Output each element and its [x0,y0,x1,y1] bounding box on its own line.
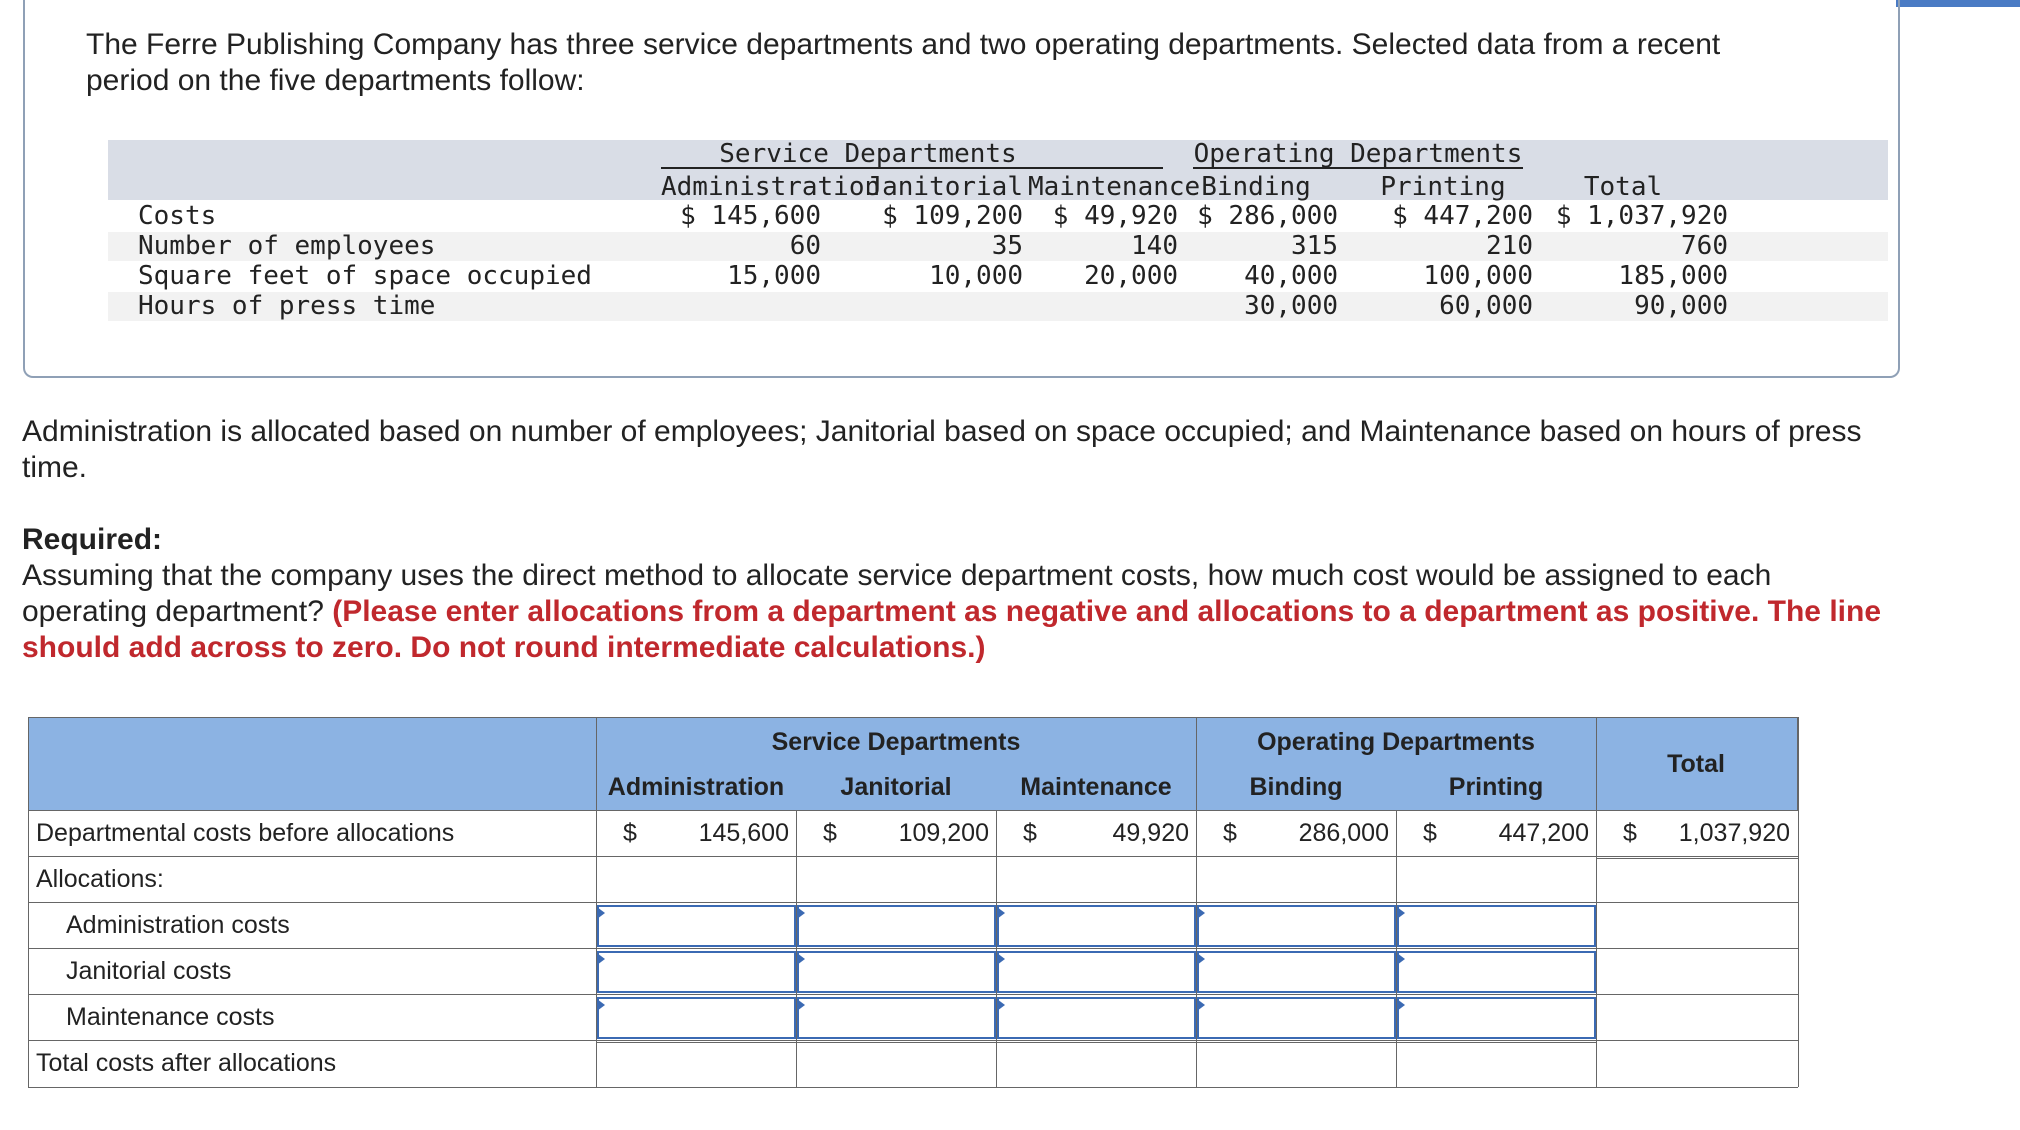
given-cell: 760 [1681,231,1728,261]
input-janitorial-to-printing[interactable] [1397,951,1596,993]
answer-col-binding: Binding [1249,773,1343,801]
given-col-printing: Printing [1380,172,1506,202]
required-section [22,522,1902,666]
cost-binding: 286,000 [1298,819,1389,847]
currency-symbol: $ [1623,819,1637,847]
given-cell: 90,000 [1634,291,1728,321]
cost-total: 1,037,920 [1678,819,1790,847]
input-marker-icon [1397,999,1405,1011]
input-admin-to-janitorial[interactable] [797,905,996,947]
given-cell: $ 109,200 [882,201,1023,231]
grid-hline [1596,858,1798,859]
input-marker-icon [997,907,1005,919]
given-cell: 10,000 [929,261,1023,291]
row-label-janitorial-costs: Janitorial costs [66,957,232,985]
input-maintenance-to-janitorial[interactable] [797,997,996,1039]
top-accent-bar [1896,0,2020,7]
row-label-before-allocations: Departmental costs before allocations [36,819,455,847]
grid-vline [28,811,29,1087]
given-row-label: Hours of press time [138,291,436,321]
input-maintenance-to-administration[interactable] [597,997,796,1039]
input-marker-icon [597,907,605,919]
given-group-service-rule [661,167,1163,169]
input-admin-to-binding[interactable] [1197,905,1396,947]
given-cell: 315 [1291,231,1338,261]
input-janitorial-to-administration[interactable] [597,951,796,993]
input-marker-icon [797,953,805,965]
input-marker-icon [797,999,805,1011]
given-cell: $ 49,920 [1052,201,1178,231]
input-maintenance-to-maintenance[interactable] [997,997,1196,1039]
required-instruction: (Please enter allocations from a department as negative and allocations to a department as positive. The line should add across to zero. Do not round intermediate calculations.) [22,595,1881,664]
cost-janitorial: 109,200 [898,819,989,847]
given-cell: 185,000 [1618,261,1728,291]
grid-hline [596,1042,1596,1043]
grid-vline [796,811,797,1087]
given-group-operating: Operating Departments [1193,139,1523,169]
given-cell: 15,000 [727,261,821,291]
row-label-total-after-allocations: Total costs after allocations [36,1049,337,1077]
answer-group-service: Service Departments [771,728,1021,756]
given-row-square-feet [108,262,1888,291]
currency-symbol: $ [1223,819,1237,847]
input-marker-icon [1197,999,1205,1011]
answer-col-janitorial: Janitorial [840,773,952,801]
allocation-basis-text: Administration is allocated based on number of employees; Janitorial based on space occupied; and Maintenance based on hours of press time. [22,415,1862,484]
given-cell: 60,000 [1439,291,1533,321]
given-row-employees [108,232,1888,261]
grid-vline [1396,811,1397,1087]
grid-hline [28,902,1798,903]
input-marker-icon [997,953,1005,965]
grid-hline [28,856,1798,857]
given-cell: $ 1,037,920 [1555,201,1728,231]
input-janitorial-to-janitorial[interactable] [797,951,996,993]
given-col-janitorial: Janitorial [866,172,1023,202]
cost-maintenance: 49,920 [1112,819,1189,847]
given-row-label: Square feet of space occupied [138,261,592,291]
currency-symbol: $ [623,819,637,847]
currency-symbol: $ [823,819,837,847]
given-cell: 60 [789,231,821,261]
given-cell: 100,000 [1423,261,1533,291]
input-marker-icon [597,953,605,965]
input-marker-icon [1197,953,1205,965]
given-col-maintenance: Maintenance [1028,172,1201,202]
input-admin-to-maintenance[interactable] [997,905,1196,947]
given-col-total: Total [1583,172,1663,202]
input-admin-to-administration[interactable] [597,905,796,947]
given-cell: 30,000 [1244,291,1338,321]
given-row-label: Costs [138,201,217,231]
grid-hline [28,1087,1798,1088]
input-marker-icon [1197,907,1205,919]
answer-col-printing: Printing [1448,773,1544,801]
grid-vline [996,811,997,1087]
given-cell: $ 145,600 [680,201,821,231]
required-title: Required: [22,523,163,556]
given-row-press-time [108,292,1888,321]
input-maintenance-to-binding[interactable] [1197,997,1396,1039]
given-group-operating-rule [1193,167,1523,169]
grid-vline [1798,717,1799,1087]
answer-col-maintenance: Maintenance [1020,773,1172,801]
input-marker-icon [1397,953,1405,965]
grid-hline [28,948,1798,949]
row-label-administration-costs: Administration costs [66,911,290,939]
given-cell: $ 447,200 [1392,201,1533,231]
currency-symbol: $ [1423,819,1437,847]
given-cell: 40,000 [1244,261,1338,291]
input-marker-icon [997,999,1005,1011]
given-row-costs [108,202,1888,231]
given-cell: $ 286,000 [1197,201,1338,231]
answer-col-total: Total [1667,750,1725,778]
given-cell: 140 [1131,231,1178,261]
input-janitorial-to-maintenance[interactable] [997,951,1196,993]
row-label-maintenance-costs: Maintenance costs [66,1003,275,1031]
given-cell: 35 [991,231,1023,261]
input-marker-icon [597,999,605,1011]
answer-col-administration: Administration [607,773,785,801]
given-group-service: Service Departments [719,139,1017,169]
input-maintenance-to-printing[interactable] [1397,997,1596,1039]
cost-administration: 145,600 [698,819,789,847]
given-row-label: Number of employees [138,231,436,261]
currency-symbol: $ [1023,819,1037,847]
given-col-binding: Binding [1201,172,1311,202]
given-col-administration: Administration [661,172,881,202]
grid-hline [28,994,1798,995]
given-cell: 20,000 [1084,261,1178,291]
input-marker-icon [1397,907,1405,919]
given-cell: 210 [1486,231,1533,261]
required-text: Assuming that the company uses the direct method to allocate service department costs, how much cost would be assigned to each operating department? [22,559,1772,628]
intro-text: The Ferre Publishing Company has three service departments and two operating departments. Selected data from a recent period on the five departments follow: [86,28,1721,97]
input-marker-icon [797,907,805,919]
required-body [22,558,1902,666]
answer-group-operating: Operating Departments [1257,728,1535,756]
input-janitorial-to-binding[interactable] [1197,951,1396,993]
input-admin-to-printing[interactable] [1397,905,1596,947]
cost-printing: 447,200 [1498,819,1589,847]
row-label-allocations: Allocations: [36,865,164,893]
